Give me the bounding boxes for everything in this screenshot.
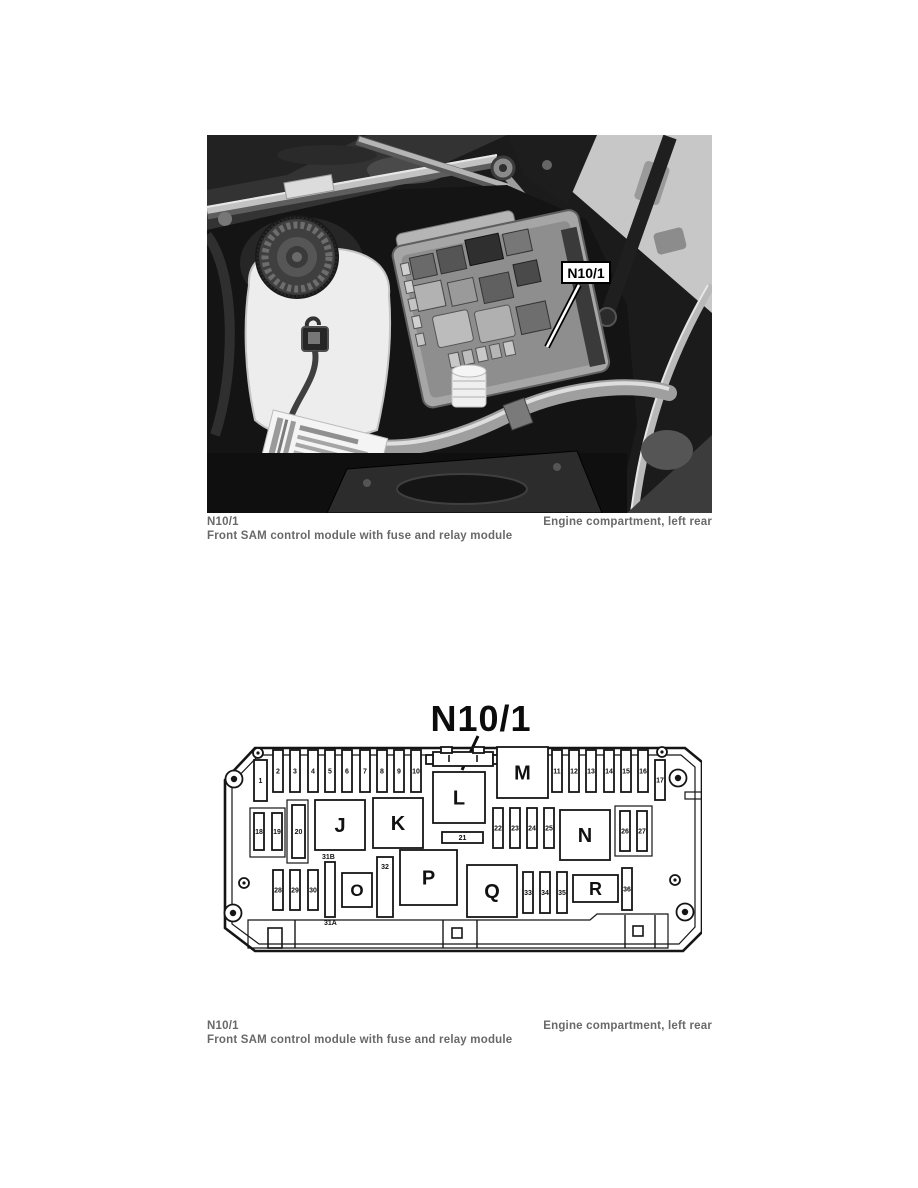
fuse-label-8: 8 — [380, 768, 384, 776]
fuse-label-33: 33 — [524, 890, 532, 898]
components-layer — [250, 747, 665, 927]
brake-reservoir-cap — [257, 217, 337, 297]
fuse-label-1: 1 — [258, 778, 263, 786]
fuse-label-6: 6 — [345, 768, 349, 776]
fuse-label-35: 35 — [558, 890, 566, 898]
relay-label-R: R — [589, 878, 602, 899]
fuse-label-15: 15 — [622, 768, 630, 776]
fuse-label-9: 9 — [397, 768, 401, 776]
bolt — [363, 479, 371, 487]
fuse-label-7: 7 — [363, 768, 367, 776]
sam-fuse-box — [388, 197, 611, 410]
fuse-label-16: 16 — [639, 768, 647, 776]
fuse-label-14: 14 — [605, 768, 613, 776]
fuse-label-27: 27 — [638, 828, 646, 836]
fuse-label-21: 21 — [458, 835, 467, 843]
relay-label-M: M — [514, 762, 531, 785]
fuse-label-2: 2 — [276, 768, 280, 776]
lower-recess — [397, 474, 527, 504]
fuse-label-19: 19 — [273, 829, 281, 837]
relay-label-Q: Q — [484, 881, 500, 904]
diagram-caption-code: N10/1 — [207, 1020, 239, 1032]
bolt — [553, 463, 561, 471]
fuse-label-3: 3 — [293, 768, 297, 776]
fuse-label-10: 10 — [412, 768, 420, 776]
fuse-label-22: 22 — [494, 825, 502, 833]
relay-label-N: N — [577, 825, 593, 848]
fuse-label-26: 26 — [621, 828, 629, 836]
callout-label-text: N10/1 — [567, 265, 605, 281]
engine-photo-figure — [207, 135, 712, 513]
fuse-label-34: 34 — [541, 890, 549, 898]
fuse-label-18: 18 — [255, 829, 263, 837]
fuse-label-17: 17 — [656, 777, 664, 785]
relay-label-P: P — [421, 867, 436, 890]
fuse-label-12: 12 — [570, 768, 578, 776]
fuse-label-28: 28 — [274, 887, 282, 895]
fuse-label-31B: 31B — [322, 854, 335, 861]
photo-caption — [207, 516, 712, 542]
diagram-caption — [207, 1020, 712, 1046]
sill-detail — [641, 430, 693, 470]
fuse-label-23: 23 — [511, 825, 519, 833]
fuse-label-20: 20 — [294, 829, 303, 837]
fuse-label-5: 5 — [328, 768, 332, 776]
photo-caption-location: Engine compartment, left rear — [543, 516, 712, 528]
fuse-label-32: 32 — [381, 864, 389, 871]
fuse-box-svg — [215, 688, 702, 960]
fuse-label-24: 24 — [528, 825, 536, 833]
relay-label-O: O — [350, 881, 364, 901]
fuse-label-29: 29 — [291, 887, 299, 895]
fuse-label-13: 13 — [587, 768, 595, 776]
mounting-bar — [248, 914, 668, 948]
fuse-31 — [325, 862, 335, 917]
relay-label-J: J — [334, 815, 346, 838]
cowl-detail — [277, 145, 377, 165]
connector — [426, 747, 500, 766]
photo-caption-description: Front SAM control module with fuse and relay module — [207, 530, 513, 542]
engine-compartment-photo — [207, 135, 712, 513]
diagram-title: N10/1 — [430, 698, 532, 739]
fuse-label-4: 4 — [311, 768, 315, 776]
bolt — [542, 160, 552, 170]
diagram-caption-description: Front SAM control module with fuse and relay module — [207, 1034, 513, 1046]
relay-label-L: L — [452, 787, 466, 810]
diagram-caption-location: Engine compartment, left rear — [543, 1020, 712, 1032]
fuse-label-25: 25 — [545, 825, 553, 833]
fuse-label-31A: 31A — [324, 920, 337, 927]
relay-label-K: K — [390, 813, 406, 836]
fuse-box-figure — [215, 688, 702, 960]
fuse-label-11: 11 — [553, 768, 561, 776]
photo-caption-code: N10/1 — [207, 516, 239, 528]
pressure-cap — [452, 365, 486, 407]
fuse-label-36: 36 — [623, 886, 631, 894]
fuse-label-30: 30 — [309, 887, 317, 895]
